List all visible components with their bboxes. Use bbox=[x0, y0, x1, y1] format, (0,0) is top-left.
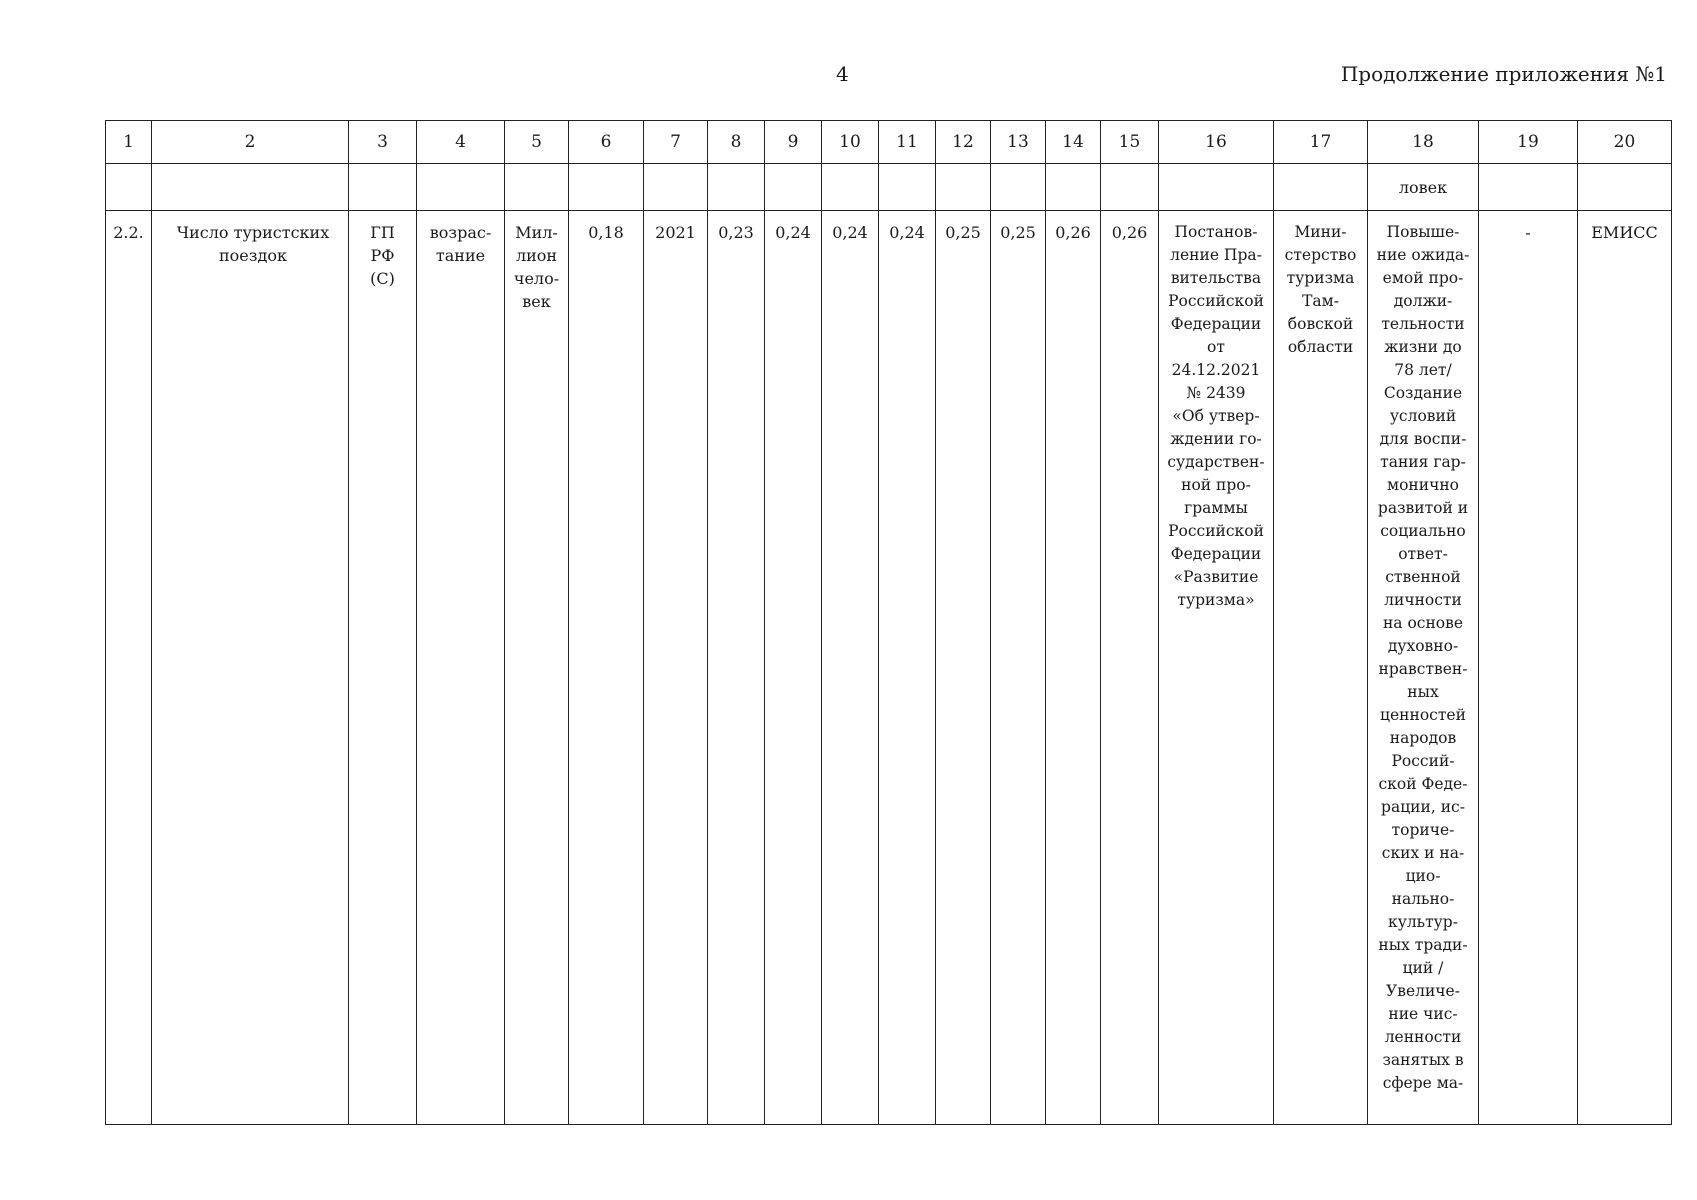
unit: Мил- лион чело- век bbox=[505, 211, 569, 1125]
trend: возрас- тание bbox=[417, 211, 505, 1125]
column-number: 12 bbox=[936, 121, 991, 164]
value-cell: 0,23 bbox=[708, 211, 765, 1125]
value-cell: 0,24 bbox=[879, 211, 936, 1125]
table-cell bbox=[417, 164, 505, 211]
table-cell bbox=[1479, 164, 1578, 211]
value-cell: 0,25 bbox=[991, 211, 1046, 1125]
appendix-title: Продолжение приложения №1 bbox=[1340, 62, 1667, 86]
value-cell: 0,26 bbox=[1046, 211, 1101, 1125]
table-cell bbox=[106, 164, 152, 211]
row-number: 2.2. bbox=[106, 211, 152, 1125]
column-number: 20 bbox=[1578, 121, 1672, 164]
table-cell bbox=[1578, 164, 1672, 211]
column-number: 4 bbox=[417, 121, 505, 164]
table-cell bbox=[936, 164, 991, 211]
table-cell bbox=[644, 164, 708, 211]
column-number: 7 bbox=[644, 121, 708, 164]
document-reference: Постанов- ление Пра- вительства Российской Федерации от 24.12.2021 № 2439 «Об утвер- ждении го- сударствен- ной про- граммы Российской Федерации «Развитие туризма» bbox=[1159, 211, 1274, 1125]
column-number: 15 bbox=[1101, 121, 1159, 164]
table-row bbox=[106, 211, 1672, 1125]
column-number: 18 bbox=[1368, 121, 1479, 164]
column-number: 6 bbox=[569, 121, 644, 164]
table-cell bbox=[822, 164, 879, 211]
indicators-table bbox=[105, 120, 1672, 1125]
column-number: 9 bbox=[765, 121, 822, 164]
value-cell: 0,24 bbox=[765, 211, 822, 1125]
column-numbers-row bbox=[106, 121, 1672, 164]
value-cell: 0,25 bbox=[936, 211, 991, 1125]
continuation-row bbox=[106, 164, 1672, 211]
column-number: 11 bbox=[879, 121, 936, 164]
column-number: 13 bbox=[991, 121, 1046, 164]
table-cell bbox=[991, 164, 1046, 211]
column-number: 10 bbox=[822, 121, 879, 164]
continuation-text: ловек bbox=[1368, 164, 1479, 211]
value-cell: 0,24 bbox=[822, 211, 879, 1125]
column-number: 17 bbox=[1274, 121, 1368, 164]
column-number: 14 bbox=[1046, 121, 1101, 164]
column-number: 8 bbox=[708, 121, 765, 164]
table-cell bbox=[152, 164, 349, 211]
indicator-name: Число туристских поездок bbox=[152, 211, 349, 1125]
column-number: 19 bbox=[1479, 121, 1578, 164]
base-value: 0,18 bbox=[569, 211, 644, 1125]
table-cell bbox=[505, 164, 569, 211]
base-year: 2021 bbox=[644, 211, 708, 1125]
table-cell bbox=[349, 164, 417, 211]
table-cell bbox=[1101, 164, 1159, 211]
column-number: 3 bbox=[349, 121, 417, 164]
value-cell: 0,26 bbox=[1101, 211, 1159, 1125]
column-number: 16 bbox=[1159, 121, 1274, 164]
goals-text: Повыше- ние ожида- емой про- должи- тельности жизни до 78 лет/ Создание условий для воспи- тания гар- монично развитой и социально ответ- ственной личности на основе духовно- нравствен- ных ценностей народов Россий- ской Феде- рации, ис- ториче- ских и на- цио- нально- культур- ных тради- ций / Увеличе- ние чис- ленности занятых в сфере ма- bbox=[1368, 211, 1479, 1125]
page-number: 4 bbox=[836, 62, 849, 86]
data-source: ЕМИСС bbox=[1578, 211, 1672, 1125]
table-cell bbox=[1046, 164, 1101, 211]
table-cell bbox=[1159, 164, 1274, 211]
column-number: 5 bbox=[505, 121, 569, 164]
column-number: 2 bbox=[152, 121, 349, 164]
table-cell bbox=[879, 164, 936, 211]
table-cell bbox=[765, 164, 822, 211]
column-19-cell: - bbox=[1479, 211, 1578, 1125]
table-cell bbox=[1274, 164, 1368, 211]
program-level: ГП РФ (С) bbox=[349, 211, 417, 1125]
table-cell bbox=[708, 164, 765, 211]
table-cell bbox=[569, 164, 644, 211]
responsible-body: Мини- стерство туризма Там- бовской области bbox=[1274, 211, 1368, 1125]
column-number: 1 bbox=[106, 121, 152, 164]
